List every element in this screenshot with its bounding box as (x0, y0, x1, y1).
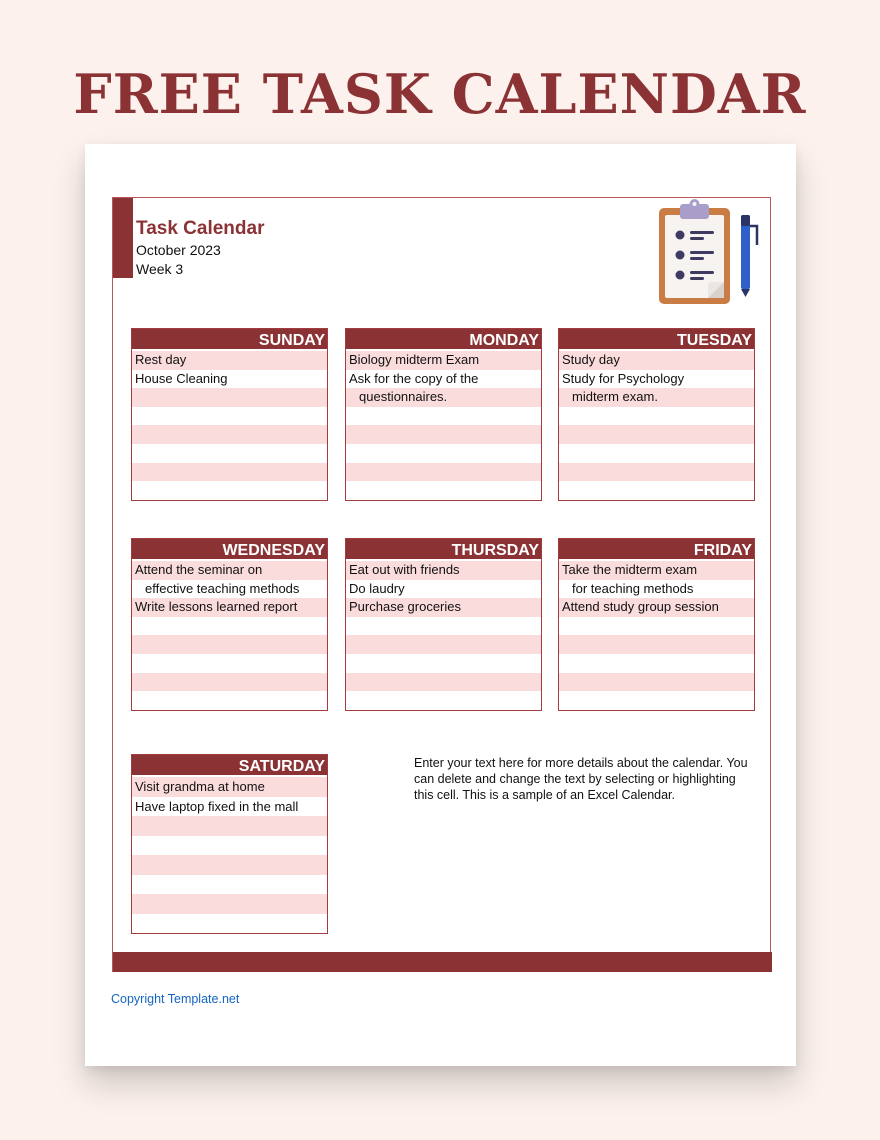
task-row[interactable] (346, 425, 541, 444)
task-row[interactable] (132, 388, 327, 407)
task-row[interactable] (559, 617, 754, 636)
task-row[interactable] (559, 635, 754, 654)
task-row[interactable] (559, 407, 754, 426)
task-row[interactable]: Attend the seminar on (132, 561, 327, 580)
task-row[interactable]: House Cleaning (132, 370, 327, 389)
day-card-thursday (345, 538, 542, 711)
task-row[interactable] (132, 816, 327, 836)
day-card-saturday (131, 754, 328, 934)
task-row[interactable]: for teaching methods (559, 580, 754, 599)
task-row[interactable] (559, 425, 754, 444)
task-row[interactable] (346, 481, 541, 500)
task-row[interactable] (132, 836, 327, 856)
task-row[interactable]: Attend study group session (559, 598, 754, 617)
task-row[interactable] (346, 635, 541, 654)
clipboard-icon (658, 199, 762, 307)
task-row[interactable]: questionnaires. (346, 388, 541, 407)
task-row[interactable] (346, 463, 541, 482)
task-row[interactable]: Write lessons learned report (132, 598, 327, 617)
day-card-sunday (131, 328, 328, 501)
task-row[interactable] (132, 444, 327, 463)
task-row[interactable]: effective teaching methods (132, 580, 327, 599)
task-row[interactable]: Study day (559, 351, 754, 370)
task-row[interactable] (132, 407, 327, 426)
task-row[interactable] (132, 914, 327, 934)
task-row[interactable] (132, 481, 327, 500)
task-row[interactable]: Study for Psychology (559, 370, 754, 389)
task-row[interactable] (559, 463, 754, 482)
task-row[interactable] (346, 617, 541, 636)
task-row[interactable] (132, 691, 327, 710)
task-row[interactable] (559, 673, 754, 692)
task-row[interactable] (132, 855, 327, 875)
day-header: THURSDAY (346, 539, 541, 561)
day-header: WEDNESDAY (132, 539, 327, 561)
task-row[interactable]: Do laudry (346, 580, 541, 599)
task-row[interactable] (559, 654, 754, 673)
task-row[interactable] (346, 691, 541, 710)
notes-text[interactable]: Enter your text here for more details about the calendar. You can delete and change the text by selecting or highlighting this cell. This is a sample of an Excel Calendar. (414, 756, 748, 802)
task-row[interactable] (132, 673, 327, 692)
task-row[interactable]: Rest day (132, 351, 327, 370)
day-card-monday (345, 328, 542, 501)
day-header: FRIDAY (559, 539, 754, 561)
task-row[interactable] (132, 463, 327, 482)
day-header: SUNDAY (132, 329, 327, 351)
task-row[interactable] (346, 654, 541, 673)
task-row[interactable] (132, 635, 327, 654)
task-row[interactable]: Visit grandma at home (132, 777, 327, 797)
day-card-wednesday (131, 538, 328, 711)
task-row[interactable]: Eat out with friends (346, 561, 541, 580)
task-row[interactable] (132, 875, 327, 895)
task-row[interactable]: Have laptop fixed in the mall (132, 797, 327, 817)
day-card-tuesday (558, 328, 755, 501)
day-header: MONDAY (346, 329, 541, 351)
day-header: TUESDAY (559, 329, 754, 351)
calendar-sheet (85, 144, 796, 1066)
calendar-frame (112, 197, 771, 972)
copyright-link[interactable]: Copyright Template.net (111, 992, 240, 1006)
task-row[interactable] (559, 481, 754, 500)
task-row[interactable] (559, 444, 754, 463)
title-accent-bar (113, 198, 133, 278)
calendar-week: Week 3 (136, 261, 184, 277)
task-row[interactable]: Take the midterm exam (559, 561, 754, 580)
calendar-title: Task Calendar (136, 218, 265, 239)
task-row[interactable] (346, 444, 541, 463)
day-header: SATURDAY (132, 755, 327, 777)
task-row[interactable] (132, 617, 327, 636)
task-row[interactable]: midterm exam. (559, 388, 754, 407)
footer-accent-bar (113, 952, 772, 972)
task-row[interactable]: Biology midterm Exam (346, 351, 541, 370)
task-row[interactable] (559, 691, 754, 710)
task-row[interactable] (346, 407, 541, 426)
task-row[interactable]: Ask for the copy of the (346, 370, 541, 389)
task-row[interactable]: Purchase groceries (346, 598, 541, 617)
day-card-friday (558, 538, 755, 711)
task-row[interactable] (346, 673, 541, 692)
calendar-month: October 2023 (136, 242, 221, 258)
task-row[interactable] (132, 894, 327, 914)
page-title: FREE TASK CALENDAR (73, 62, 807, 126)
task-row[interactable] (132, 654, 327, 673)
task-row[interactable] (132, 425, 327, 444)
